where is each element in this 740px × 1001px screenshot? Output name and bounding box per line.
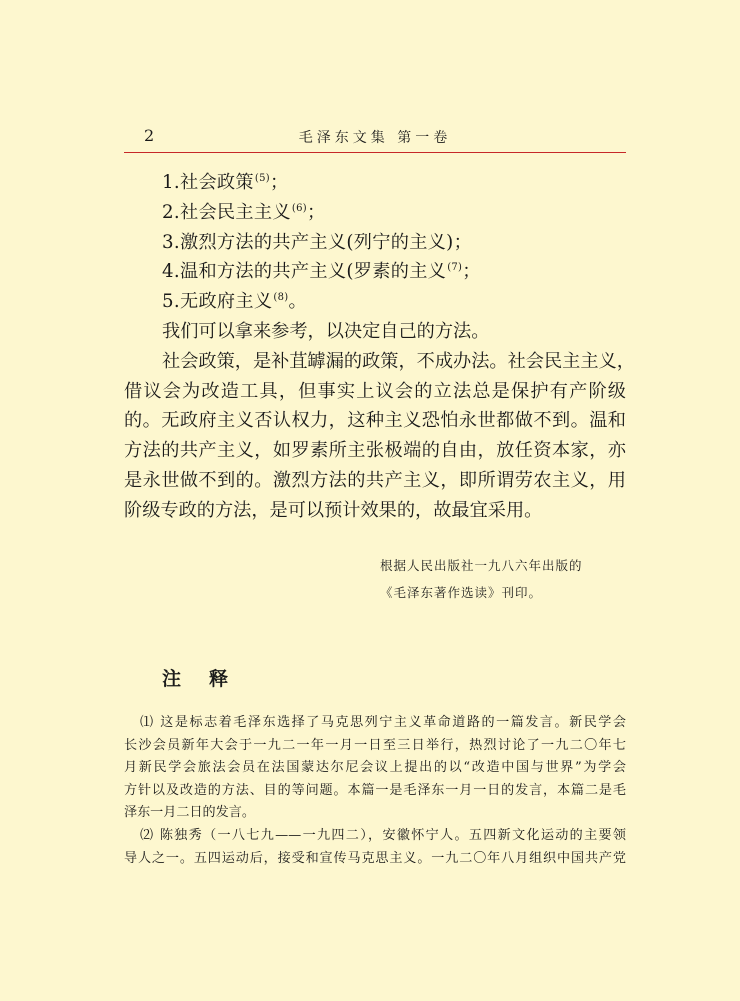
list-item: 3.激烈方法的共产主义(列宁的主义)； [162,231,473,253]
source-line: 根据人民出版社一九八六年出版的 [380,558,583,573]
paragraph-line: 是永世做不到的。激烈方法的共产主义，即所谓劳农主义，用 [124,469,626,491]
list-item: 4.温和方法的共产主义(罗素的主义$^{(7)}$； [162,261,481,283]
notes [124,712,626,870]
header-rule [124,152,626,153]
list-item: 2.社会民主主义$^{(6)}$； [162,201,326,223]
paragraph: 我们可以拿来参考，以决定自己的方法。 [162,320,490,342]
notes-heading: 注释 [162,668,257,690]
paragraph-line: 阶级专政的方法，是可以预计效果的，故最宜采用。 [124,499,543,521]
note-line: 导人之一。五四运动后，接受和宣传马克思主义。一九二〇年八月组织中国共产党 [124,850,626,866]
paragraph-line: 社会政策，是补苴罅漏的政策，不成办法。社会民主主义， [162,350,635,372]
note-line: 方针以及改造的方法、目的等问题。本篇一是毛泽东一月一日的发言，本篇二是毛 [124,782,626,798]
note-line: 泽东一月二日的发言。 [124,805,255,821]
page-number: 2 [144,126,155,145]
paragraph-line: 方法的共产主义，如罗素所主张极端的自由，放任资本家，亦 [124,440,626,462]
note-line: ⑴ 这是标志着毛泽东选择了马克思列宁主义革命道路的一篇发言。新民学会 [140,715,626,730]
note-line: 长沙会员新年大会于一九二一年一月一日至三日举行，热烈讨论了一九二〇年七 [124,737,626,753]
note-line: ⑵ 陈独秀（一八七九——一九四二），安徽怀宁人。五四新文化运动的主要领 [140,827,626,843]
paragraph-line: 借议会为改造工具，但事实上议会的立法总是保护有产阶级 [124,380,626,402]
running-title: 毛泽东文集 第一卷 [298,130,452,146]
source-line: 《毛泽东著作选读》刊印。 [380,585,543,600]
paragraph-line: 的。无政府主义否认权力，这种主义恐怕永世都做不到。温和 [124,410,626,432]
note-line: 月新民学会旅法会员在法国蒙达尔尼会议上提出的以“改造中国与世界”为学会 [124,760,626,776]
main-text [124,168,635,526]
list-item: 5.无政府主义$^{(8)}$。 [162,291,307,313]
page-header [124,126,626,148]
list-item: 1.社会政策$^{(5)}$； [162,172,289,193]
source-note [380,552,630,606]
